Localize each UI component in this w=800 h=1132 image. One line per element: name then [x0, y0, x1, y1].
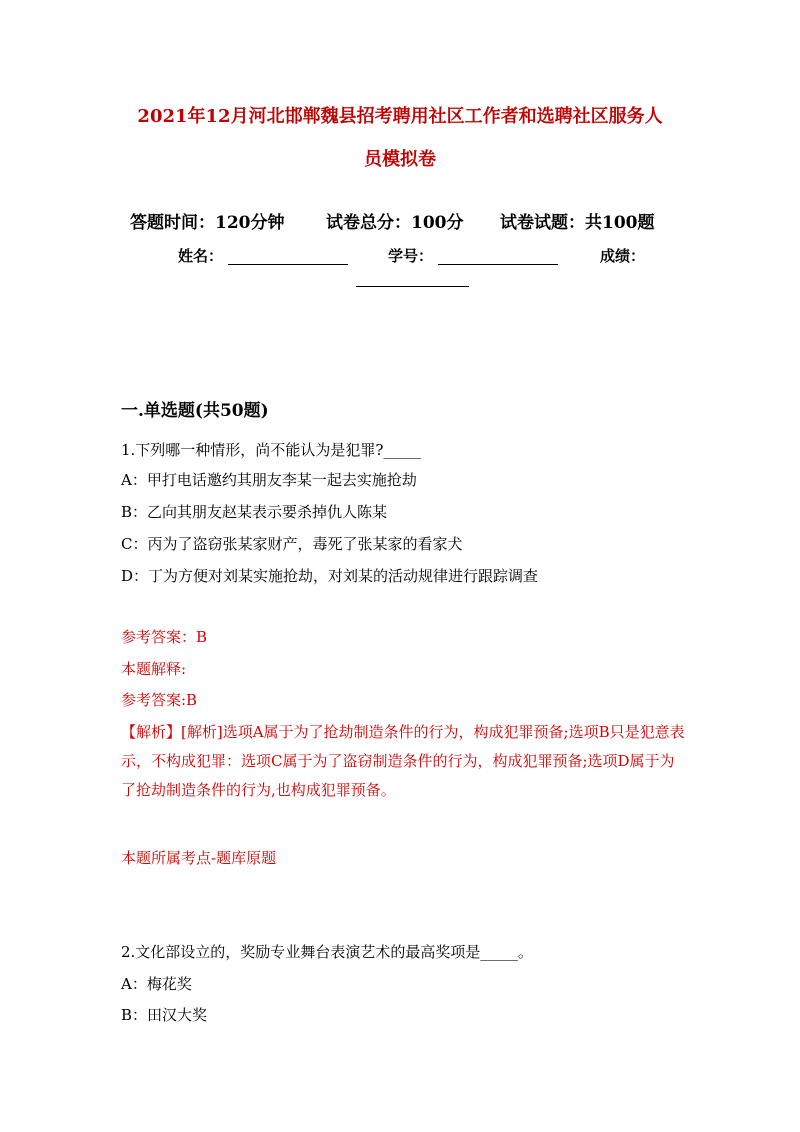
question-1-explanation: 【解析】[解析]选项A属于为了抢劫制造条件的行为，构成犯罪预备;选项B只是犯意表示，不构成犯罪：选项C属于为了盗窃制造条件的行为，构成犯罪预备;选项D属于为了抢劫制造条件的行为,也构成犯罪预备。 — [121, 723, 685, 799]
question-1-option-a: A：甲打电话邀约其朋友李某一起去实施抢劫 — [121, 471, 417, 489]
question-2-option-b: B：田汉大奖 — [121, 1006, 208, 1024]
exam-time: 答题时间：120分钟 — [130, 213, 285, 233]
question-1-option-d: D：丁为方便对刘某实施抢劫，对刘某的活动规律进行跟踪调查 — [121, 567, 539, 585]
question-1-option-c: C：丙为了盗窃张某家财产，毒死了张某家的看家犬 — [121, 535, 463, 553]
name-label: 姓名： — [178, 247, 224, 265]
question-1-explain-label: 本题解释: — [121, 660, 187, 678]
question-2-stem: 2.文化部设立的，奖励专业舞台表演艺术的最高奖项是_____。 — [121, 943, 533, 961]
question-1-stem: 1.下列哪一种情形，尚不能认为是犯罪?_____ — [121, 441, 421, 459]
exam-total-score: 试卷总分：100分 — [326, 213, 464, 233]
score-blank-line[interactable] — [356, 286, 469, 287]
exam-title-line-1: 2021年12月河北邯郸魏县招考聘用社区工作者和选聘社区服务人 — [137, 106, 663, 127]
student-id-blank-line[interactable] — [438, 264, 558, 265]
question-1-answer-repeat: 参考答案:B — [121, 691, 198, 709]
question-1-source: 本题所属考点-题库原题 — [121, 849, 277, 867]
exam-title-line-2: 员模拟卷 — [364, 149, 436, 170]
score-label: 成绩： — [600, 247, 646, 265]
name-blank-line[interactable] — [228, 264, 348, 265]
exam-question-count: 试卷试题：共100题 — [500, 213, 655, 233]
question-1-option-b: B：乙向其朋友赵某表示要杀掉仇人陈某 — [121, 503, 388, 521]
question-2-option-a: A：梅花奖 — [121, 975, 192, 993]
question-1-answer: 参考答案：B — [121, 628, 208, 646]
section-heading: 一.单选题(共50题) — [121, 401, 269, 421]
student-id-label: 学号： — [388, 247, 434, 265]
student-info-fields — [0, 246, 800, 294]
